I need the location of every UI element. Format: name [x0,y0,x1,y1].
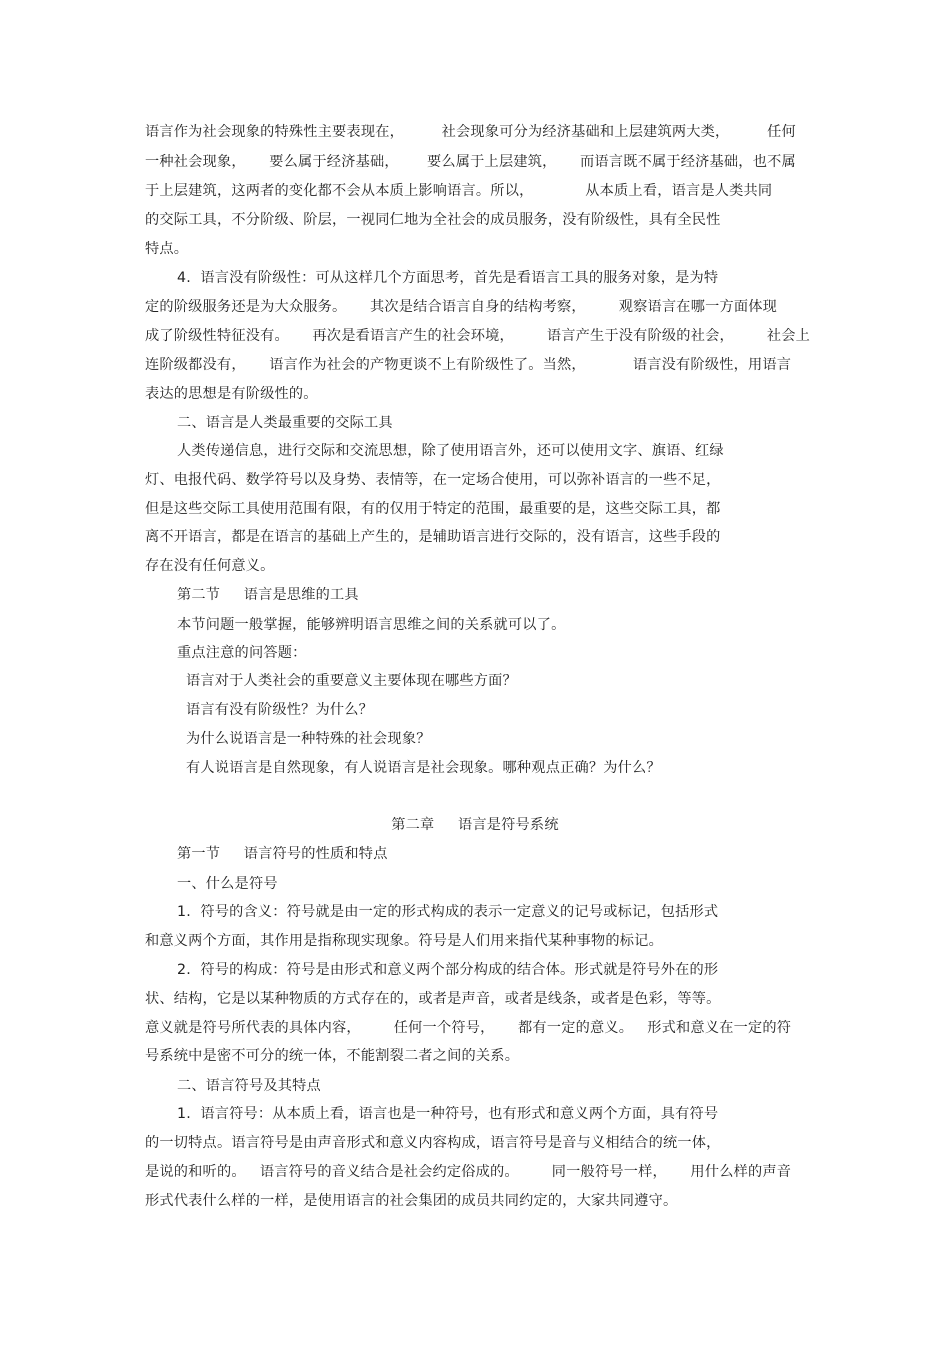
text-line: 本节问题一般掌握，能够辨明语言思维之间的关系就可以了。 [177,617,566,633]
text-line: 意义就是符号所代表的具体内容， 任何一个符号， 都有一定的意义。 形式和意义在一定的符 [145,1020,792,1036]
text-line: 形式代表什么样的一样，是使用语言的社会集团的成员共同约定的，大家共同遵守。 [145,1193,678,1209]
text-line: 一种社会现象， 要么属于经济基础， 要么属于上层建筑， 而语言既不属于经济基础，也不属 [145,154,796,170]
text-line: 重点注意的问答题： [177,645,307,661]
text-line: 语言作为社会现象的特殊性主要表现在， 社会现象可分为经济基础和上层建筑两大类， 任何 [145,124,796,140]
question-item: 为什么说语言是一种特殊的社会现象？ [186,731,431,747]
text-line: 4. 语言没有阶级性：可从这样几个方面思考，首先是看语言工具的服务对象，是为特 [177,270,719,286]
section-heading: 二、语言符号及其特点 [177,1078,321,1094]
question-item: 语言有没有阶级性？为什么？ [186,702,374,718]
text-line: 表达的思想是有阶级性的。 [145,386,318,402]
question-item: 语言对于人类社会的重要意义主要体现在哪些方面？ [186,673,517,689]
text-line: 于上层建筑，这两者的变化都不会从本质上影响语言。所以， 从本质上看，语言是人类共同 [145,183,773,199]
text-line: 灯、电报代码、数学符号以及身势、表情等，在一定场合使用，可以弥补语言的一些不足， [145,472,721,488]
text-line: 是说的和听的。 语言符号的音义结合是社会约定俗成的。 同一般符号一样， 用什么样的声音 [145,1164,792,1180]
text-line: 2. 符号的构成：符号是由形式和意义两个部分构成的结合体。形式就是符号外在的形 [177,962,719,978]
chapter-title: 第二章 语言是符号系统 [391,817,559,833]
text-line: 但是这些交际工具使用范围有限，有的仅用于特定的范围，最重要的是，这些交际工具，都 [145,501,721,517]
text-line: 离不开语言，都是在语言的基础上产生的，是辅助语言进行交际的，没有语言，这些手段的 [145,529,721,545]
section-heading: 二、语言是人类最重要的交际工具 [177,415,393,431]
text-line: 的一切特点。语言符号是由声音形式和意义内容构成，语言符号是音与义相结合的统一体， [145,1135,721,1151]
text-line: 号系统中是密不可分的统一体，不能割裂二者之间的关系。 [145,1048,520,1064]
text-line: 1. 符号的含义：符号就是由一定的形式构成的表示一定意义的记号或标记，包括形式 [177,904,719,920]
text-line: 连阶级都没有， 语言作为社会的产物更谈不上有阶级性了。当然， 语言没有阶级性，用语言 [145,357,792,373]
text-line: 存在没有任何意义。 [145,558,275,574]
text-line: 1. 语言符号：从本质上看，语言也是一种符号，也有形式和意义两个方面，具有符号 [177,1106,719,1122]
text-line: 特点。 [145,241,189,257]
section-heading: 第一节 语言符号的性质和特点 [177,846,388,862]
text-line: 成了阶级性特征没有。 再次是看语言产生的社会环境， 语言产生于没有阶级的社会， 社会上 [145,328,810,344]
section-heading: 第二节 语言是思维的工具 [177,587,359,603]
text-line: 定的阶级服务还是为大众服务。 其次是结合语言自身的结构考察， 观察语言在哪一方面体现 [145,299,778,315]
text-line: 和意义两个方面，其作用是指称现实现象。符号是人们用来指代某种事物的标记。 [145,933,663,949]
text-line: 人类传递信息，进行交际和交流思想，除了使用语言外，还可以使用文字、旗语、红绿 [177,443,724,459]
section-heading: 一、什么是符号 [177,876,278,892]
question-item: 有人说语言是自然现象，有人说语言是社会现象。哪种观点正确？为什么？ [186,760,661,776]
text-line: 状、结构，它是以某种物质的方式存在的，或者是声音，或者是线条，或者是色彩，等等。 [145,991,721,1007]
text-line: 的交际工具，不分阶级、阶层，一视同仁地为全社会的成员服务，没有阶级性，具有全民性 [145,212,721,228]
